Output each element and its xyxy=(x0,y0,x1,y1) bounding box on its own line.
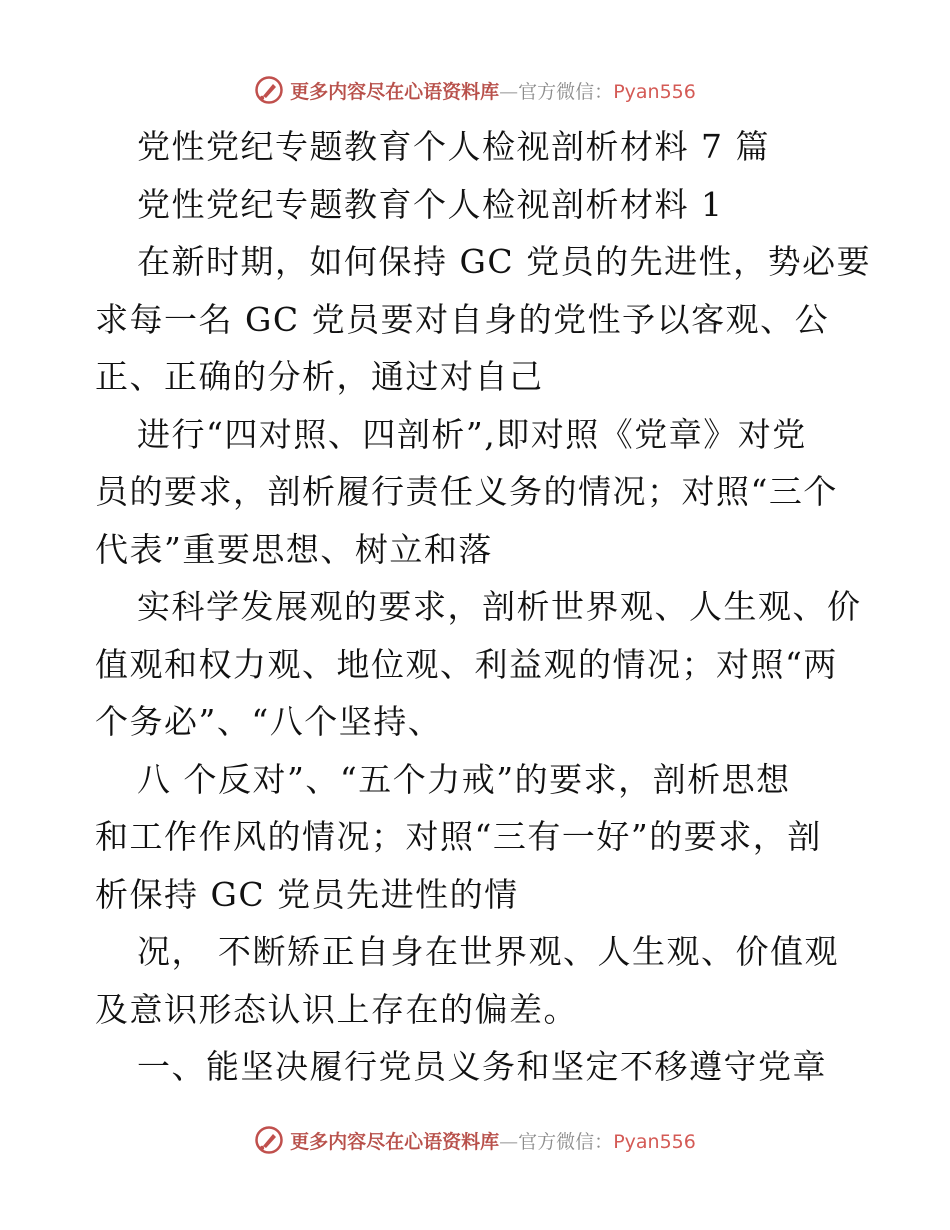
text-line: 和工作作风的情况；对照“三有一好”的要求，剖 xyxy=(95,817,822,856)
banner-text xyxy=(290,77,696,104)
banner-text xyxy=(290,1127,696,1154)
text-line: 一、能坚决履行党员义务和坚定不移遵守党章 xyxy=(137,1047,827,1086)
text-line: 实科学发展观的要求，剖析世界观、人生观、价 xyxy=(137,587,862,626)
banner-separator: — xyxy=(499,1130,519,1153)
text-line: 及意识形态认识上存在的偏差。 xyxy=(95,989,578,1029)
document-body xyxy=(95,118,872,1096)
text-line: 代表”重要思想、树立和落 xyxy=(95,529,493,569)
text-line: 求每一名 GC 党员要对自身的党性予以客观、公 xyxy=(95,299,830,339)
text-line: 党性党纪专题教育个人检视剖析材料 7 篇 xyxy=(137,127,770,166)
banner-title: 更多内容尽在心语资料库 xyxy=(290,80,500,103)
text-line: 党性党纪专题教育个人检视剖析材料 1 xyxy=(137,184,724,224)
banner-separator: — xyxy=(499,80,519,103)
banner-wechat-label: 官方微信： xyxy=(518,1130,614,1153)
header-banner xyxy=(0,70,950,110)
banner-wechat-label: 官方微信： xyxy=(518,80,614,103)
text-line: 值观和权力观、地位观、利益观的情况；对照“两 xyxy=(95,644,838,684)
text-line: 员的要求，剖析履行责任义务的情况；对照“三个 xyxy=(95,472,838,511)
text-line: 析保持 GC 党员先进性的情 xyxy=(95,874,519,914)
banner-wechat-id: Pyan556 xyxy=(613,1130,696,1153)
pen-nib-logo-icon xyxy=(254,75,284,105)
text-line: 在新时期，如何保持 GC 党员的先进性，势必要 xyxy=(137,242,872,281)
text-line: 进行“四对照、四剖析”,即对照《党章》对党 xyxy=(137,414,807,454)
footer-banner xyxy=(0,1120,950,1160)
text-line: 正、正确的分析，通过对自己 xyxy=(95,357,544,396)
banner-title: 更多内容尽在心语资料库 xyxy=(290,1130,500,1153)
text-line: 个务必”、“八个坚持、 xyxy=(95,702,443,741)
text-line: 况， 不断矫正自身在世界观、人生观、价值观 xyxy=(137,932,839,971)
text-line: 八 个反对”、“五个力戒”的要求，剖析思想 xyxy=(137,759,791,799)
pen-nib-logo-icon xyxy=(254,1125,284,1155)
banner-wechat-id: Pyan556 xyxy=(613,80,696,103)
